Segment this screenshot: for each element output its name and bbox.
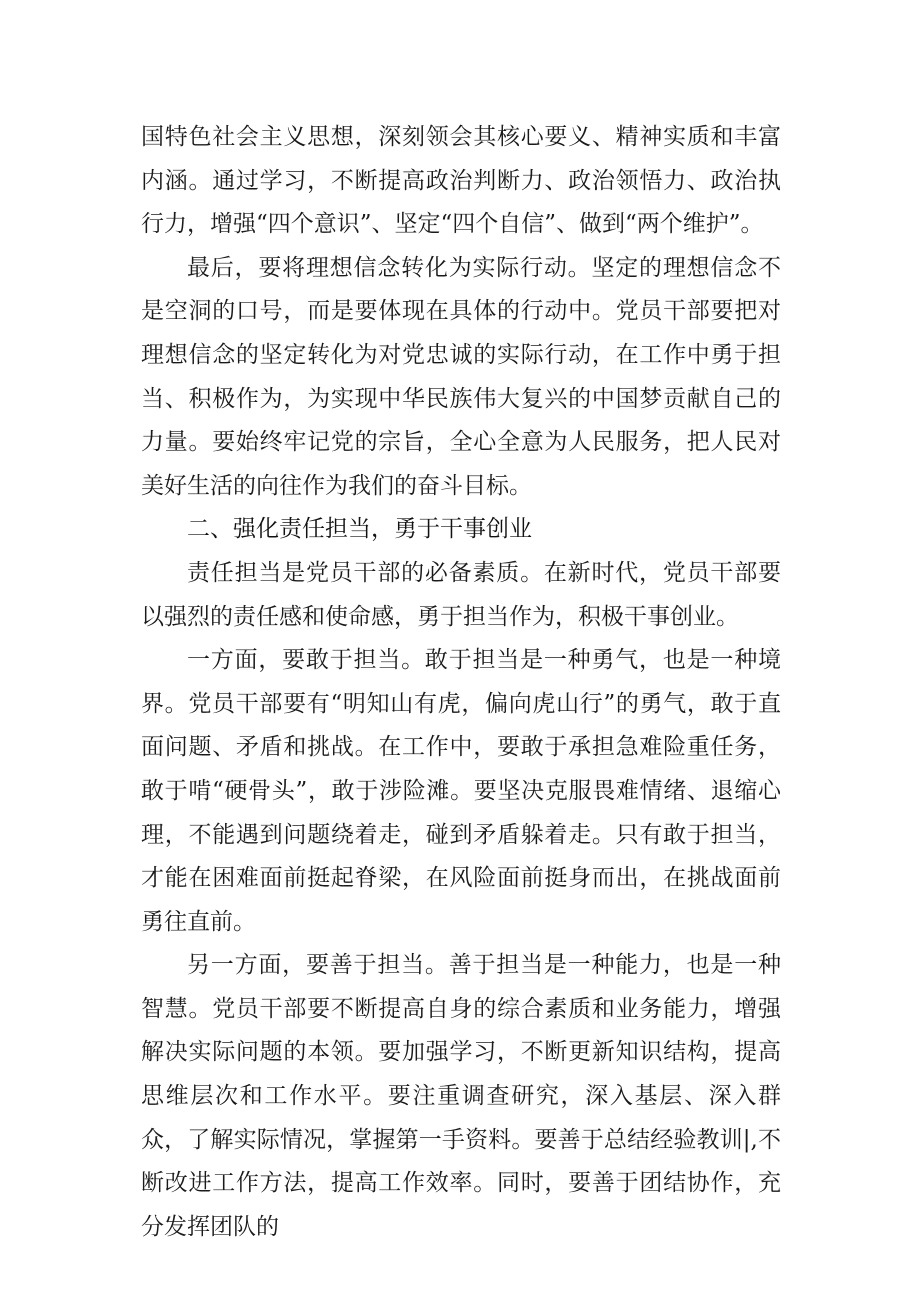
- paragraph-dare-to-take-responsibility: 一方面，要敢于担当。敢于担当是一种勇气，也是一种境界。党员干部要有“明知山有虎，偏向虎山行”的勇气，敢于直面问题、矛盾和挑战。在工作中，要敢于承担急难险重任务，敢于啃“硬骨头”，敢于涉险滩。要坚决克服畏难情绪、退缩心理，不能遇到问题绕着走，碰到矛盾躲着走。只有敢于担当，才能在困难面前挺起脊梁，在风险面前挺身而出，在挑战面前勇往直前。: [141, 647, 781, 935]
- document-body: [141, 116, 781, 1249]
- paragraph-continued: 国特色社会主义思想，深刻领会其核心要义、精神实质和丰富内涵。通过学习，不断提高政治判断力、政治领悟力、政治执行力，增强“四个意识”、坚定“四个自信”、做到“两个维护”。: [141, 124, 781, 238]
- paragraph-good-at-taking-responsibility: 另一方面，要善于担当。善于担当是一种能力，也是一种智慧。党员干部要不断提高自身的综合素质和业务能力，增强解决实际问题的本领。要加强学习，不断更新知识结构，提高思维层次和工作水平。要注重调查研究，深入基层、深入群众，了解实际情况，掌握第一手资料。要善于总结经验教训|,不断改进工作方法，提高工作效率。同时，要善于团结协作，充分发挥团队的: [141, 952, 781, 1240]
- paragraph-finally: 最后，要将理想信念转化为实际行动。坚定的理想信念不是空洞的口号，而是要体现在具体的行动中。党员干部要把对理想信念的坚定转化为对党忠诚的实际行动，在工作中勇于担当、积极作为，为实现中华民族伟大复兴的中国梦贡献自己的力量。要始终牢记党的宗旨，全心全意为人民服务，把人民对美好生活的向往作为我们的奋斗目标。: [141, 254, 781, 499]
- paragraph-responsibility: 责任担当是党员干部的必备素质。在新时代，党员干部要以强烈的责任感和使命感，勇于担当作为，积极干事创业。: [141, 559, 781, 630]
- section-heading: 二、强化责任担当，勇于干事创业: [187, 516, 532, 543]
